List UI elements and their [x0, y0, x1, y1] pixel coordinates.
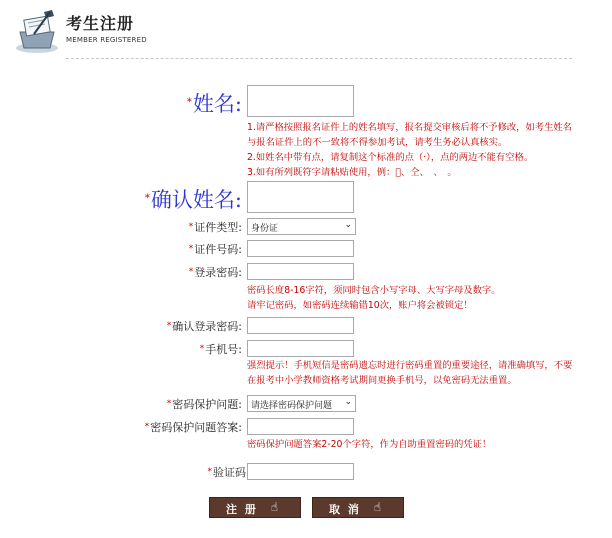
phone-hint-line: 在报考中小学教师资格考试期间更换手机号，以免密码无法重置。 — [247, 375, 517, 386]
password-label — [189, 264, 242, 280]
security-question-selected-value: 请选择密码保护问题 — [251, 401, 333, 411]
required-marker: * — [166, 399, 172, 409]
chevron-down-icon: ⌄ — [344, 220, 352, 230]
password-hint-line: 请牢记密码，如密码连续输错10次，账户将会被锁定！ — [247, 300, 473, 311]
phone-label-text: 手机号: — [205, 343, 242, 356]
name-hint-line: 2.如姓名中带有点，请复制这个标准的点（·），点的两边不能有空格。 — [247, 152, 534, 163]
security-question-label-text: 密码保护问题: — [172, 398, 242, 411]
phone-label — [200, 341, 242, 357]
name-hint-line: 与报名证件上的不一致将不得参加考试，请考生务必认真核实。 — [247, 137, 508, 148]
required-marker: * — [188, 267, 194, 277]
captcha-label — [208, 464, 247, 480]
name-hint-line: 3.如有所列既符字请粘贴使用，例：𣆐、仝、 、 。 — [247, 167, 457, 178]
confirm-password-label-text: 确认登录密码: — [172, 320, 242, 333]
confirm-name-label — [145, 184, 242, 214]
password-hints — [247, 283, 501, 313]
required-marker: * — [144, 193, 150, 204]
registration-logo-icon — [14, 8, 60, 54]
id-number-input[interactable] — [247, 240, 354, 257]
pointing-hand-icon: ☝ — [270, 500, 278, 514]
id-number-label-text: 证件号码: — [194, 243, 242, 256]
password-input[interactable] — [247, 263, 354, 280]
confirm-password-input[interactable] — [247, 317, 354, 334]
id-type-select[interactable] — [247, 218, 356, 235]
chevron-down-icon: ⌄ — [344, 397, 352, 407]
confirm-password-label — [167, 318, 242, 334]
register-button-label: 注 册 — [226, 503, 258, 516]
required-marker: * — [144, 422, 150, 432]
captcha-label-text: 验证码 — [213, 466, 246, 479]
required-marker: * — [199, 344, 205, 354]
pointing-hand-icon: ☝ — [373, 500, 381, 514]
register-button[interactable] — [209, 497, 301, 518]
id-type-label-text: 证件类型: — [194, 221, 242, 234]
captcha-input[interactable] — [247, 463, 354, 480]
header-divider — [66, 58, 572, 59]
security-answer-hint: 密码保护问题答案2-20个字符，作为自助重置密码的凭证！ — [247, 439, 492, 450]
id-number-label — [189, 241, 242, 257]
security-answer-input[interactable] — [247, 418, 354, 435]
phone-hints — [247, 358, 572, 388]
required-marker: * — [186, 97, 192, 108]
password-label-text: 登录密码: — [194, 266, 242, 279]
security-question-select[interactable] — [247, 395, 356, 412]
security-answer-label-text: 密码保护问题答案: — [150, 421, 242, 434]
confirm-name-label-text: 确认姓名: — [150, 188, 242, 212]
required-marker: * — [188, 244, 194, 254]
name-label — [187, 88, 242, 118]
phone-input[interactable] — [247, 340, 354, 357]
name-input[interactable] — [247, 85, 354, 117]
cancel-button-label: 取 消 — [329, 503, 361, 516]
phone-hint-line: 强烈提示！手机短信是密码遗忘时进行密码重置的重要途径，请准确填写，不要 — [247, 360, 573, 371]
security-answer-label — [145, 419, 242, 435]
cancel-button[interactable] — [312, 497, 404, 518]
security-question-label — [167, 396, 242, 412]
name-hints — [247, 120, 572, 180]
required-marker: * — [188, 222, 194, 232]
password-hint-line: 密码长度8-16字符，须同时包含小写字母、大写字母及数字。 — [247, 285, 501, 296]
page-header — [0, 0, 612, 62]
required-marker: * — [207, 467, 212, 477]
page-title: 考生注册 — [66, 14, 135, 33]
required-marker: * — [166, 321, 172, 331]
name-label-text: 姓名: — [192, 92, 242, 116]
page-subtitle: MEMBER REGISTERED — [66, 36, 147, 44]
id-type-selected-value: 身份证 — [251, 224, 279, 234]
id-type-label — [189, 219, 242, 235]
name-hint-line: 1.请严格按照报名证件上的姓名填写，报名提交审核后将不予修改，如考生姓名 — [247, 122, 572, 133]
confirm-name-input[interactable] — [247, 181, 354, 213]
